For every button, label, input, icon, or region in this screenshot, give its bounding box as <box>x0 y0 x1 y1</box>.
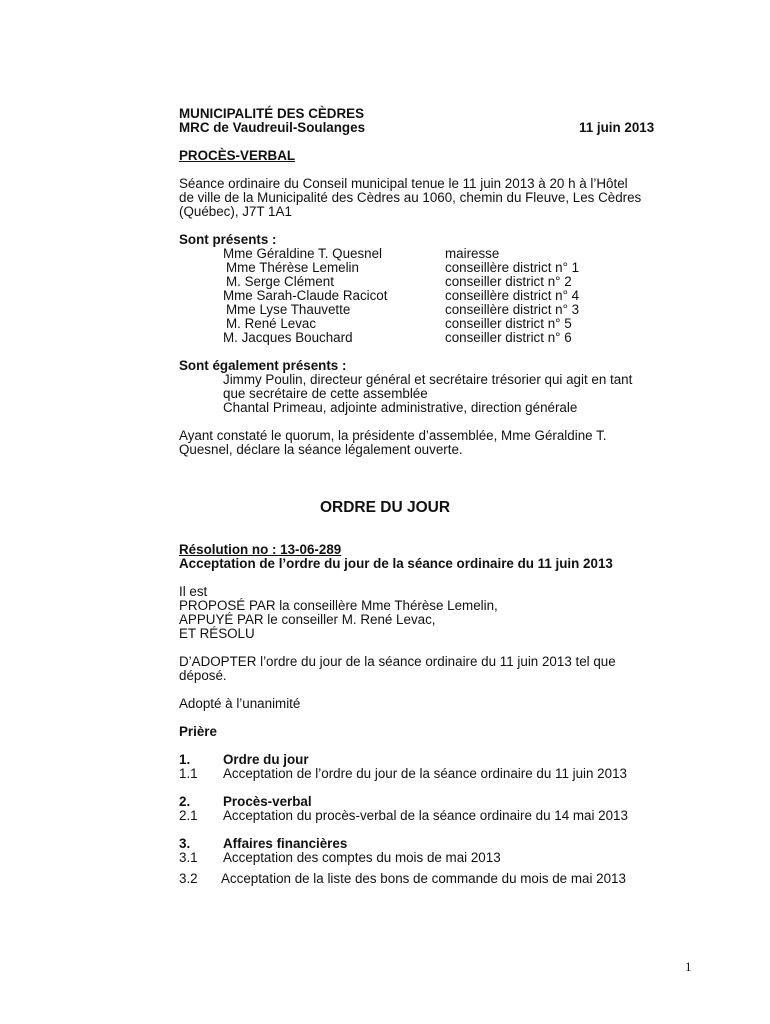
resolution-title: Acceptation de l’ordre du jour de la séance ordinaire du 11 juin 2013 <box>179 556 613 571</box>
agenda-section-title: Affaires financières <box>223 836 348 851</box>
agenda-section-title: Procès-verbal <box>223 794 312 809</box>
member-name: Mme Lyse Thauvette <box>226 302 351 317</box>
agenda-item-text: Acceptation du procès-verbal de la séance ordinaire du 14 mai 2013 <box>223 808 628 823</box>
resolution-adopt-line-1: D’ADOPTER l’ordre du jour de la séance ordinaire du 11 juin 2013 tel que <box>179 654 616 669</box>
intro-line-1: Séance ordinaire du Conseil municipal tenue le 11 juin 2013 à 20 h à l’Hôtel <box>179 176 628 191</box>
resolution-adopted: Adopté à l’unanimité <box>179 696 301 711</box>
present-heading: Sont présents : <box>179 232 277 247</box>
member-name: M. Serge Clément <box>226 274 334 289</box>
agenda-section-title: Ordre du jour <box>223 752 309 767</box>
quorum-line-2: Quesnel, déclare la séance légalement ouverte. <box>179 442 463 457</box>
resolution-adopt-line-2: déposé. <box>179 668 227 683</box>
member-role: conseillère district n° 4 <box>445 288 580 303</box>
quorum-line-1: Ayant constaté le quorum, la présidente d’assemblée, Mme Géraldine T. <box>179 428 607 443</box>
member-role: conseiller district n° 2 <box>445 274 572 289</box>
member-name: M. Jacques Bouchard <box>223 330 353 345</box>
also-present-line-3: Chantal Primeau, adjointe administrative, direction générale <box>223 400 578 415</box>
resolution-resolved: ET RÉSOLU <box>179 626 255 641</box>
agenda-section-number: 3. <box>179 836 191 851</box>
member-role: mairesse <box>445 246 500 261</box>
also-present-line-1: Jimmy Poulin, directeur général et secrétaire trésorier qui agit en tant <box>223 372 633 387</box>
meeting-date: 11 juin 2013 <box>579 120 655 135</box>
member-role: conseillère district n° 3 <box>445 302 580 317</box>
also-present-line-2: que secrétaire de cette assemblée <box>223 386 428 401</box>
also-present-heading: Sont également présents : <box>179 358 347 373</box>
agenda-section-number: 1. <box>179 752 191 767</box>
document-type: PROCÈS-VERBAL <box>179 148 296 163</box>
member-name: M. René Levac <box>226 316 317 331</box>
agenda-item-number: 2.1 <box>179 808 198 823</box>
member-name: Mme Géraldine T. Quesnel <box>223 246 383 261</box>
agenda-item-text: Acceptation des comptes du mois de mai 2013 <box>223 850 501 865</box>
member-role: conseiller district n° 6 <box>445 330 572 345</box>
member-role: conseillère district n° 1 <box>445 260 580 275</box>
prayer-heading: Prière <box>179 724 217 739</box>
agenda-item-text: Acceptation de l’ordre du jour de la séance ordinaire du 11 juin 2013 <box>223 766 627 781</box>
mrc-name: MRC de Vaudreuil-Soulanges <box>179 120 366 135</box>
resolution-number: Résolution no : 13-06-289 <box>179 542 342 557</box>
resolution-seconded: APPUYÉ PAR le conseiller M. René Levac, <box>179 612 436 627</box>
agenda-item-text: Acceptation de la liste des bons de commande du mois de mai 2013 <box>221 871 626 886</box>
municipality-name: MUNICIPALITÉ DES CÈDRES <box>179 106 365 121</box>
page-number: 1 <box>685 959 692 974</box>
agenda-item-number: 3.2 <box>179 871 198 886</box>
member-role: conseiller district n° 5 <box>445 316 572 331</box>
agenda-item-number: 1.1 <box>179 766 198 781</box>
agenda-title: ORDRE DU JOUR <box>319 499 451 516</box>
resolution-proposed: PROPOSÉ PAR la conseillère Mme Thérèse Lemelin, <box>179 598 498 613</box>
intro-line-3: (Québec), J7T 1A1 <box>179 204 292 219</box>
intro-line-2: de ville de la Municipalité des Cèdres au 1060, chemin du Fleuve, Les Cèdres <box>179 190 642 205</box>
member-name: Mme Thérèse Lemelin <box>226 260 359 275</box>
agenda-section-number: 2. <box>179 794 191 809</box>
agenda-item-number: 3.1 <box>179 850 198 865</box>
member-name: Mme Sarah-Claude Racicot <box>223 288 388 303</box>
resolution-it-is: Il est <box>179 584 208 599</box>
